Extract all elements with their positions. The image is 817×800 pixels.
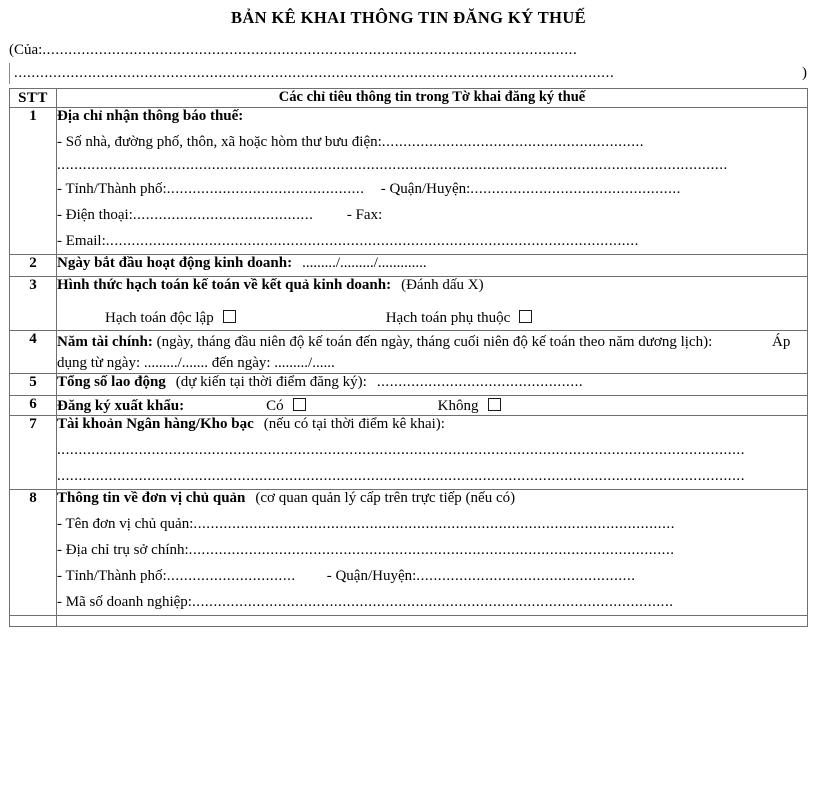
row6-option-yes-label: Có xyxy=(266,397,284,414)
row7-heading-line xyxy=(57,416,807,437)
row-content-partial xyxy=(57,615,808,626)
row1-street-dots-cont[interactable]: ............................................................................................................................................................ xyxy=(57,158,728,174)
row1-phone-label: - Điện thoại: xyxy=(57,207,133,224)
row8-business-code-dots[interactable]: ................................................................................................................ xyxy=(191,594,674,610)
row1-heading-line xyxy=(57,108,807,129)
table-row xyxy=(10,255,808,277)
row1-province-dots[interactable]: .............................................. xyxy=(166,182,365,198)
row8-parent-name-dots[interactable]: ................................................................................................................ xyxy=(193,516,675,532)
row3-options xyxy=(57,298,807,330)
table-row xyxy=(10,331,808,374)
row1-field-street xyxy=(57,129,807,155)
row-content-export-registration xyxy=(57,395,808,415)
header-criteria: Các chỉ tiêu thông tin trong Tờ khai đăng ký thuế xyxy=(57,89,808,108)
row-number: 8 xyxy=(10,489,57,615)
row7-dots-line-2 xyxy=(57,463,807,489)
row8-district-label: - Quận/Huyện: xyxy=(326,567,417,584)
page-title: BẢN KÊ KHAI THÔNG TIN ĐĂNG KÝ THUẾ xyxy=(230,8,587,27)
table-row xyxy=(10,415,808,489)
row2-line xyxy=(57,255,807,276)
row4-apply-from[interactable]: ........./....... xyxy=(143,354,209,371)
row4-heading: Năm tài chính: xyxy=(57,334,153,351)
row8-province-label: - Tỉnh/Thành phố: xyxy=(57,567,167,584)
row8-head-office-label: - Địa chỉ trụ sở chính: xyxy=(57,541,189,558)
table-row xyxy=(10,373,808,395)
row4-apply-label: Áp dụng từ ngày: xyxy=(57,334,791,371)
row1-street-dots[interactable]: ............................................................. xyxy=(381,135,645,151)
row1-field-street-cont xyxy=(57,155,807,176)
row1-email-dots[interactable]: ............................................................................................................................ xyxy=(105,234,639,250)
row3-heading-line xyxy=(57,277,807,298)
row1-province-label: - Tỉnh/Thành phố: xyxy=(57,181,167,198)
row7-dots-1[interactable]: ................................................................................................................................................................ xyxy=(57,442,745,458)
row4-apply-to[interactable]: ........./...... xyxy=(274,354,335,371)
table-header xyxy=(10,89,808,108)
table-row xyxy=(10,395,808,415)
row1-field-phone-fax xyxy=(57,202,807,228)
subject-close-paren: ) xyxy=(802,64,807,81)
row8-heading: Thông tin về đơn vị chủ quản xyxy=(57,489,246,506)
tax-registration-table xyxy=(9,88,808,627)
row8-head-office-dots[interactable]: ................................................................................................................. xyxy=(188,542,675,558)
row7-dots-line-1 xyxy=(57,437,807,463)
subject-label: (Của: xyxy=(9,41,43,58)
row3-note: (Đánh dấu X) xyxy=(401,277,484,294)
row-content-address xyxy=(57,108,808,255)
subject-dots-1: ........................................................................................................................... xyxy=(42,41,578,58)
row-content-bank-account xyxy=(57,415,808,489)
row4-note: (ngày, tháng đầu niên độ kế toán đến ngày, tháng cuối niên độ kế toán theo năm dương lịch): xyxy=(156,334,713,351)
row3-option-independent-label: Hạch toán độc lập xyxy=(105,310,214,327)
row-number: 6 xyxy=(10,395,57,415)
row1-email-label: - Email: xyxy=(57,233,106,250)
subject-line-1 xyxy=(9,40,807,62)
row1-field-email xyxy=(57,228,807,254)
checkbox-hach-toan-phu-thuoc[interactable] xyxy=(519,310,532,323)
checkbox-hach-toan-doc-lap[interactable] xyxy=(223,310,236,323)
subject-block xyxy=(0,40,817,85)
subject-line-2 xyxy=(9,63,807,85)
row6-line xyxy=(57,396,807,415)
row7-note: (nếu có tại thời điểm kê khai): xyxy=(263,415,445,432)
row8-note: (cơ quan quản lý cấp trên trực tiếp (nếu có) xyxy=(255,489,516,506)
row-content-total-employees xyxy=(57,373,808,395)
table-row xyxy=(10,489,808,615)
row3-option-dependent-label: Hạch toán phụ thuộc xyxy=(385,310,511,327)
row8-field-parent-name xyxy=(57,511,807,537)
row-content-accounting-form xyxy=(57,277,808,331)
row7-heading: Tài khoản Ngân hàng/Kho bạc xyxy=(57,415,254,432)
row8-parent-name-label: - Tên đơn vị chủ quản: xyxy=(57,515,194,532)
checkbox-xuat-khau-khong[interactable] xyxy=(488,398,501,411)
row1-district-dots[interactable]: ................................................. xyxy=(470,182,681,198)
row-number: 2 xyxy=(10,255,57,277)
row8-field-head-office xyxy=(57,537,807,563)
row1-phone-dots[interactable]: .......................................... xyxy=(132,208,314,224)
row8-field-province-district xyxy=(57,563,807,589)
checkbox-xuat-khau-co[interactable] xyxy=(293,398,306,411)
row1-field-province-district xyxy=(57,176,807,202)
row1-fax-label: - Fax: xyxy=(346,207,383,224)
row3-heading: Hình thức hạch toán kế toán về kết quả kinh doanh: xyxy=(57,277,392,294)
row-number: 1 xyxy=(10,108,57,255)
row8-heading-line xyxy=(57,490,807,511)
header-stt: STT xyxy=(10,89,57,108)
row8-province-dots[interactable]: .............................. xyxy=(166,568,296,584)
row5-note: (dự kiến tại thời điểm đăng ký): xyxy=(175,373,367,390)
row5-heading: Tổng số lao động xyxy=(57,373,166,390)
row-content-parent-organization xyxy=(57,489,808,615)
row7-dots-2[interactable]: ................................................................................................................................................................ xyxy=(57,468,745,484)
row6-heading: Đăng ký xuất khẩu: xyxy=(57,397,185,414)
row1-street-label: - Số nhà, đường phố, thôn, xã hoặc hòm thư bưu điện: xyxy=(57,134,382,151)
row1-district-label: - Quận/Huyện: xyxy=(380,181,471,198)
row5-line xyxy=(57,374,807,395)
row-number: 3 xyxy=(10,277,57,331)
row-number: 4 xyxy=(10,331,57,374)
row-content-start-date xyxy=(57,255,808,277)
table-row-partial xyxy=(10,615,808,626)
row1-heading: Địa chỉ nhận thông báo thuế: xyxy=(57,108,244,125)
row8-field-business-code xyxy=(57,589,807,615)
row8-district-dots[interactable]: ................................................... xyxy=(416,568,636,584)
row-number: 5 xyxy=(10,373,57,395)
table-body xyxy=(10,108,808,627)
row8-business-code-label: - Mã số doanh nghiệp: xyxy=(57,593,192,610)
header-row xyxy=(10,89,808,108)
row-number-partial xyxy=(10,615,57,626)
table-row xyxy=(10,108,808,255)
row-content-fiscal-year xyxy=(57,331,808,374)
row-number: 7 xyxy=(10,415,57,489)
row2-date-placeholder[interactable]: ........./........./............. xyxy=(302,255,427,272)
row6-option-no-label: Không xyxy=(437,397,479,414)
row4-text xyxy=(57,331,807,373)
row4-until-label: đến ngày: xyxy=(211,354,271,371)
row2-heading: Ngày bắt đầu hoạt động kinh doanh: xyxy=(57,255,293,272)
subject-dots-2: .......................................................................................................................................... xyxy=(14,64,615,81)
table-row xyxy=(10,277,808,331)
row5-dots[interactable]: ................................................ xyxy=(376,374,584,390)
